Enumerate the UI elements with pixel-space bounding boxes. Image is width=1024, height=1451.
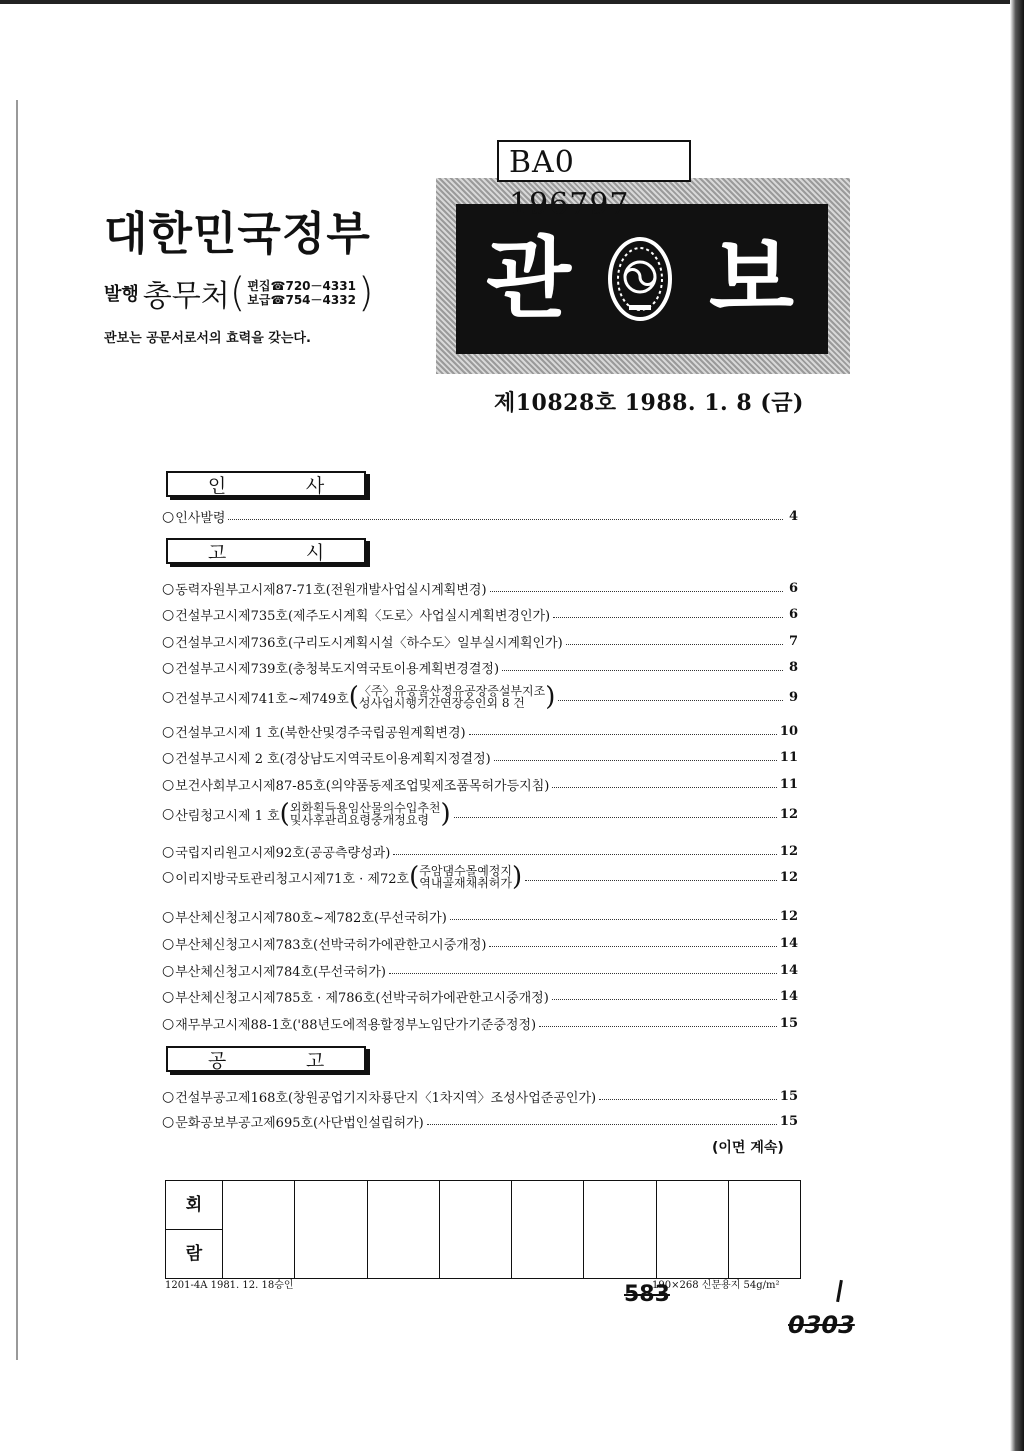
section-header-char: 고 <box>207 541 227 564</box>
toc-entry: ○ 문화공보부공고제695호(사단법인설립허가) 15 <box>162 1113 798 1131</box>
section-header-announcements <box>166 1046 366 1072</box>
banner-char-right: 보 <box>708 227 794 330</box>
handwritten-page-number: 583 <box>624 1282 670 1307</box>
leader-dots <box>494 760 777 761</box>
entry-title: 동력자원부고시제87-71호(전원개발사업실시계획변경) <box>175 583 487 598</box>
signature-cell[interactable] <box>223 1181 295 1279</box>
entry-title: 부산체신청고시제785호 · 제786호(선박국허가에관한고시중개정) <box>175 991 549 1006</box>
entry-title: 재무부고시제88-1호('88년도에적용할정부노임단가기준중정정) <box>175 1018 537 1033</box>
entry-page: 14 <box>779 989 798 1004</box>
toc-entry: ○ 건설부고시제741호~제749호 ( 〈주〉유공울산정유공장증설부지조 성사업시행기간연장승인외 8 건 ) 9 <box>162 682 798 712</box>
entry-subtitle: 외화획득용임산물의수입추천 및사후관리요령중개정요령 <box>289 801 441 827</box>
entry-title: 산림청고시제 1 호 <box>175 808 280 824</box>
entry-title: 건설부고시제 1 호(북한산및경주국립공원계획변경) <box>175 726 466 741</box>
entry-subtitle: 주암댐수몰예정지 역내골재채취허가 <box>419 864 512 890</box>
entry-title: 부산체신청고시제780호~제782호(무선국허가) <box>175 911 447 926</box>
scan-edge-right <box>1010 0 1024 1451</box>
leader-dots <box>228 519 783 520</box>
entry-page: 12 <box>779 909 798 924</box>
entry-title: 보건사회부고시제87-85호(의약품동제조업및제조품목허가등지침) <box>175 779 550 794</box>
circulation-label-bottom: 람 <box>166 1230 223 1279</box>
registration-number: BA0 196797 <box>497 140 691 182</box>
entry-page: 6 <box>788 581 798 596</box>
open-paren: ( <box>229 270 246 316</box>
entry-page: 9 <box>788 689 798 705</box>
leader-dots <box>553 617 783 618</box>
entry-page: 12 <box>779 844 798 859</box>
toc-entry: ○ 이리지방국토관리청고시제71호 · 제72호 ( 주암댐수몰예정지 역내골재채취허가 ) 12 <box>162 862 798 892</box>
leader-dots <box>389 973 777 974</box>
signature-cell[interactable] <box>584 1181 656 1279</box>
handwritten-archive-number: 0303 <box>788 1311 855 1339</box>
toc-entry: ○ 부산체신청고시제785호 · 제786호(선박국허가에관한고시중개정) 14 <box>162 988 798 1006</box>
section-header-char: 인 <box>207 474 227 497</box>
leader-dots <box>552 787 777 788</box>
leader-dots <box>558 700 783 701</box>
entry-page: 4 <box>788 509 798 524</box>
toc-entry: ○ 국립지리원고시제92호(공공측량성과) 12 <box>162 843 798 861</box>
entry-page: 8 <box>788 660 798 675</box>
toc-entry: ○ 건설부고시제736호(구리도시계획시설〈하수도〉일부실시계획인가) 7 <box>162 633 798 651</box>
entry-title: 이리지방국토관리청고시제71호 · 제72호 <box>175 871 410 887</box>
toc-entry: ○ 부산체신청고시제780호~제782호(무선국허가) 12 <box>162 908 798 926</box>
government-title: 대한민국정부 <box>104 207 371 260</box>
toc-entry: ○ 건설부고시제739호(충청북도지역국토이용계획변경결정) 8 <box>162 659 798 677</box>
entry-page: 7 <box>788 634 798 649</box>
handwritten-mark <box>836 1280 843 1302</box>
entry-title: 국립지리원고시제92호(공공측량성과) <box>175 846 391 861</box>
circulation-label-top: 회 <box>166 1181 223 1230</box>
scan-edge-left <box>16 100 18 1360</box>
entry-title: 건설부고시제 2 호(경상남도지역국토이용계획지정결정) <box>175 752 491 767</box>
entry-page: 15 <box>779 1016 798 1031</box>
leader-dots <box>502 670 783 671</box>
leader-dots <box>450 919 777 920</box>
toc-entry: ○ 부산체신청고시제784호(무선국허가) 14 <box>162 962 798 980</box>
signature-cell[interactable] <box>512 1181 584 1279</box>
section-header-char: 시 <box>305 541 325 564</box>
toc-entry: ○ 부산체신청고시제783호(선박국허가에관한고시중개정) 14 <box>162 935 798 953</box>
contact-edit: 편집☎720－4331 <box>247 279 356 293</box>
entry-page: 15 <box>779 1089 798 1104</box>
entry-page: 11 <box>779 777 798 792</box>
entry-page: 11 <box>779 750 798 765</box>
leader-dots <box>393 854 777 855</box>
entry-page: 6 <box>788 607 798 622</box>
signature-cell[interactable] <box>439 1181 511 1279</box>
contact-block <box>247 279 356 307</box>
leader-dots <box>454 817 777 818</box>
section-header-char: 공 <box>207 1049 227 1072</box>
signature-cell[interactable] <box>295 1181 367 1279</box>
leader-dots <box>539 1026 777 1027</box>
toc-entry: ○ 보건사회부고시제87-85호(의약품동제조업및제조품목허가등지침) 11 <box>162 776 798 794</box>
section-header-notices <box>166 538 366 564</box>
toc-entry: ○ 산림청고시제 1 호 ( 외화획득용임산물의수입추천 및사후관리요령중개정요령 ) 12 <box>162 799 798 829</box>
entry-title: 부산체신청고시제784호(무선국허가) <box>175 965 386 980</box>
footer-paper-spec: 190×268 신문용지 54g/m² <box>652 1280 780 1291</box>
toc-entry: ○ 인사발령 4 <box>162 508 798 526</box>
gazette-banner <box>456 204 828 354</box>
toc-entry: ○ 동력자원부고시제87-71호(전원개발사업실시계획변경) 6 <box>162 580 798 598</box>
banner-char-left: 관 <box>486 227 572 330</box>
leader-dots <box>490 591 783 592</box>
toc-entry: ○ 건설부고시제735호(제주도시계획〈도로〉사업실시계획변경인가) 6 <box>162 606 798 624</box>
signature-cell[interactable] <box>656 1181 728 1279</box>
entry-subtitle: 〈주〉유공울산정유공장증설부지조 성사업시행기간연장승인외 8 건 <box>358 684 546 710</box>
leader-dots <box>599 1099 777 1100</box>
issue-number-date: 제10828호 1988. 1. 8 (금) <box>494 390 804 416</box>
leader-dots <box>566 644 783 645</box>
entry-title: 건설부고시제736호(구리도시계획시설〈하수도〉일부실시계획인가) <box>175 636 563 651</box>
national-seal-icon <box>607 235 673 323</box>
leader-dots <box>489 946 776 947</box>
circulation-table <box>165 1180 801 1279</box>
publisher-line <box>104 271 374 315</box>
entry-title: 건설부고시제735호(제주도시계획〈도로〉사업실시계획변경인가) <box>175 609 551 624</box>
entry-title: 문화공보부공고제695호(사단법인설립허가) <box>175 1116 424 1131</box>
toc-entry: ○ 건설부고시제 1 호(북한산및경주국립공원계획변경) 10 <box>162 723 798 741</box>
entry-title: 인사발령 <box>175 511 226 526</box>
signature-cell[interactable] <box>367 1181 439 1279</box>
section-header-personnel <box>166 471 366 497</box>
scan-edge-top <box>0 0 1024 4</box>
leader-dots <box>552 999 777 1000</box>
leader-dots <box>427 1124 777 1125</box>
entry-page: 14 <box>779 936 798 951</box>
toc-entry: ○ 재무부고시제88-1호('88년도에적용할정부노임단가기준중정정) 15 <box>162 1015 798 1033</box>
signature-cell[interactable] <box>728 1181 800 1279</box>
entry-title: 건설부공고제168호(창원공업기지차룡단지〈1차지역〉조성사업준공인가) <box>175 1091 597 1106</box>
footer-approval: 1201-4A 1981. 12. 18승인 <box>165 1280 294 1291</box>
leader-dots <box>469 734 777 735</box>
publisher-prefix: 발행 <box>104 284 139 305</box>
toc-entry: ○ 건설부고시제 2 호(경상남도지역국토이용계획지정결정) 11 <box>162 749 798 767</box>
publisher-name: 총무처 <box>142 279 230 314</box>
tagline: 관보는 공문서로서의 효력을 갖는다. <box>104 331 311 346</box>
entry-page: 12 <box>779 869 798 885</box>
close-paren: ) <box>357 270 374 316</box>
continued-note: (이면 계속) <box>712 1140 784 1156</box>
entry-page: 14 <box>779 963 798 978</box>
toc-entry: ○ 건설부공고제168호(창원공업기지차룡단지〈1차지역〉조성사업준공인가) 15 <box>162 1088 798 1106</box>
leader-dots <box>525 880 777 881</box>
entry-title: 부산체신청고시제783호(선박국허가에관한고시중개정) <box>175 938 487 953</box>
entry-page: 12 <box>779 806 798 822</box>
entry-title: 건설부고시제741호~제749호 <box>175 691 349 707</box>
entry-page: 15 <box>779 1114 798 1129</box>
section-header-char: 고 <box>305 1049 325 1072</box>
entry-page: 10 <box>779 724 798 739</box>
entry-title: 건설부고시제739호(충청북도지역국토이용계획변경결정) <box>175 662 500 677</box>
section-header-char: 사 <box>305 474 325 497</box>
contact-supply: 보급☎754－4332 <box>247 293 356 307</box>
